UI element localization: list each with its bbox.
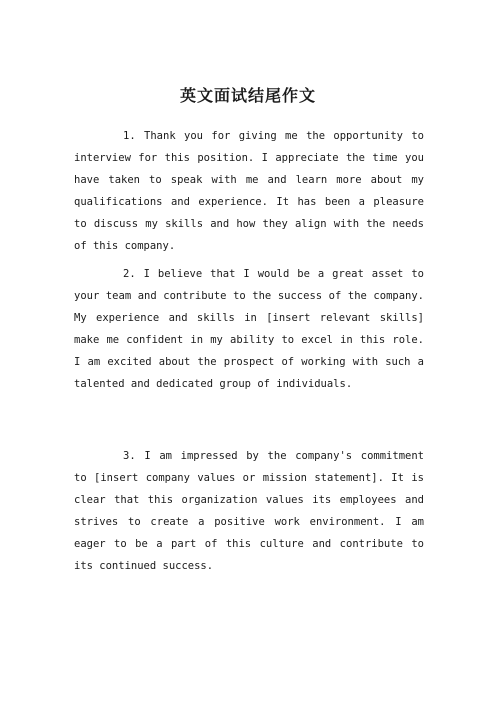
paragraph-1: 1. Thank you for giving me the opportunity to interview for this position. I appreciate the time you have taken to speak with me and learn more about my qualifications and experience. It has been a pleasure to discuss my skills and how they align with the needs of this company.: [74, 130, 424, 252]
document-title: 英文面试结尾作文: [179, 86, 316, 105]
paragraph-3: 3. I am impressed by the company's commitment to [insert company values or mission statement]. It is clear that this organization values its employees and strives to create a positive work environment. I am eager to be a part of this culture and contribute to its continued success.: [74, 450, 424, 572]
paragraph-2: 2. I believe that I would be a great asset to your team and contribute to the success of the company. My experience and skills in [insert relevant skills] make me confident in my ability to excel in this role. I am excited about the prospect of working with such a talented and dedicated group of individuals.: [74, 268, 424, 390]
